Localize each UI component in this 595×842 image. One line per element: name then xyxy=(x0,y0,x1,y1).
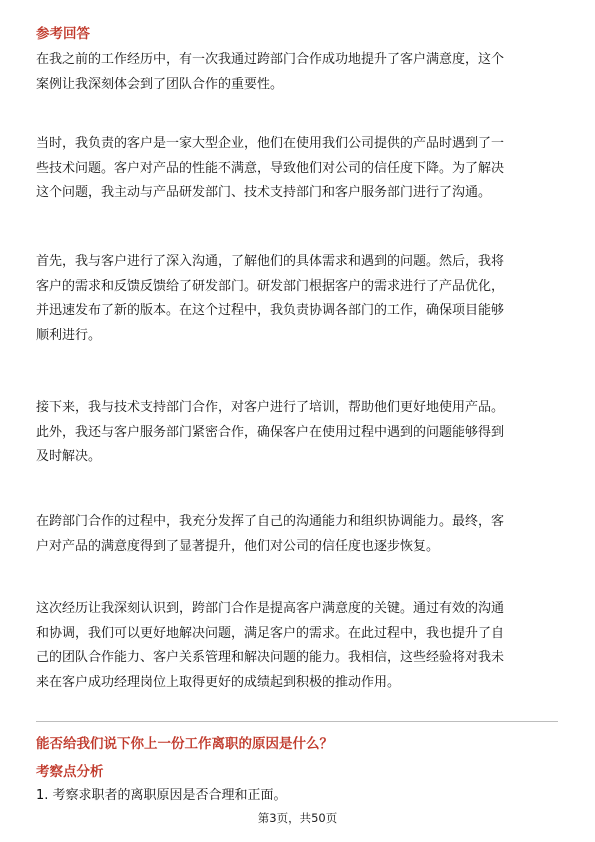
paragraph-line: 这次经历让我深刻认识到，跨部门合作是提高客户满意度的关键。通过有效的沟通 xyxy=(36,601,505,616)
answer-paragraph-6 xyxy=(36,597,558,695)
paragraph-line: 这个问题，我主动与产品研发部门、技术支持部门和客户服务部门进行了沟通。 xyxy=(36,185,492,200)
paragraph-line: 案例让我深刻体会到了团队合作的重要性。 xyxy=(36,76,284,92)
answer-paragraph-5 xyxy=(36,510,558,559)
answer-paragraph-2 xyxy=(36,132,558,206)
answer-heading: 参考回答 xyxy=(36,26,90,42)
paragraph-line: 及时解决。 xyxy=(36,449,102,464)
paragraph-line: 接下来，我与技术支持部门合作，对客户进行了培训，帮助他们更好地使用产品。 xyxy=(36,400,505,415)
next-question-heading: 能否给我们说下你上一份工作离职的原因是什么？ xyxy=(36,736,333,752)
page-footer: 第3页，共50页 xyxy=(257,811,338,825)
analysis-item: 1. 考察求职者的离职原因是否合理和正面。 xyxy=(36,788,287,803)
paragraph-line: 并迅速发布了新的版本。在这个过程中，我负责协调各部门的工作，确保项目能够 xyxy=(36,303,505,318)
paragraph-line: 己的团队合作能力、客户关系管理和解决问题的能力。我相信，这些经验将对我未 xyxy=(36,650,505,665)
paragraph-line: 当时，我负责的客户是一家大型企业，他们在使用我们公司提供的产品时遇到了一 xyxy=(36,136,505,151)
analysis-list xyxy=(36,784,558,809)
paragraph-line: 在我之前的工作经历中，有一次我通过跨部门合作成功地提升了客户满意度，这个 xyxy=(36,52,505,67)
paragraph-line: 首先，我与客户进行了深入沟通，了解他们的具体需求和遇到的问题。然后，我将 xyxy=(36,254,505,269)
paragraph-line: 在跨部门合作的过程中，我充分发挥了自己的沟通能力和组织协调能力。最终，客 xyxy=(36,514,505,529)
section-divider xyxy=(36,721,558,722)
answer-paragraph-4 xyxy=(36,396,558,470)
answer-paragraph-1 xyxy=(36,48,558,97)
paragraph-line: 此外，我还与客户服务部门紧密合作，确保客户在使用过程中遇到的问题能够得到 xyxy=(36,424,505,440)
paragraph-line: 顺利进行。 xyxy=(36,327,102,343)
analysis-heading: 考察点分析 xyxy=(36,764,104,780)
paragraph-line: 户对产品的满意度得到了显著提升，他们对公司的信任度也逐步恢复。 xyxy=(36,538,440,554)
paragraph-line: 些技术问题。客户对产品的性能不满意，导致他们对公司的信任度下降。为了解决 xyxy=(36,160,505,176)
paragraph-line: 来在客户成功经理岗位上取得更好的成绩起到积极的推动作用。 xyxy=(36,674,401,690)
paragraph-line: 客户的需求和反馈反馈给了研发部门。研发部门根据客户的需求进行了产品优化， xyxy=(36,278,505,294)
answer-paragraph-3 xyxy=(36,250,558,348)
paragraph-line: 和协调，我们可以更好地解决问题，满足客户的需求。在此过程中，我也提升了自 xyxy=(36,625,505,641)
